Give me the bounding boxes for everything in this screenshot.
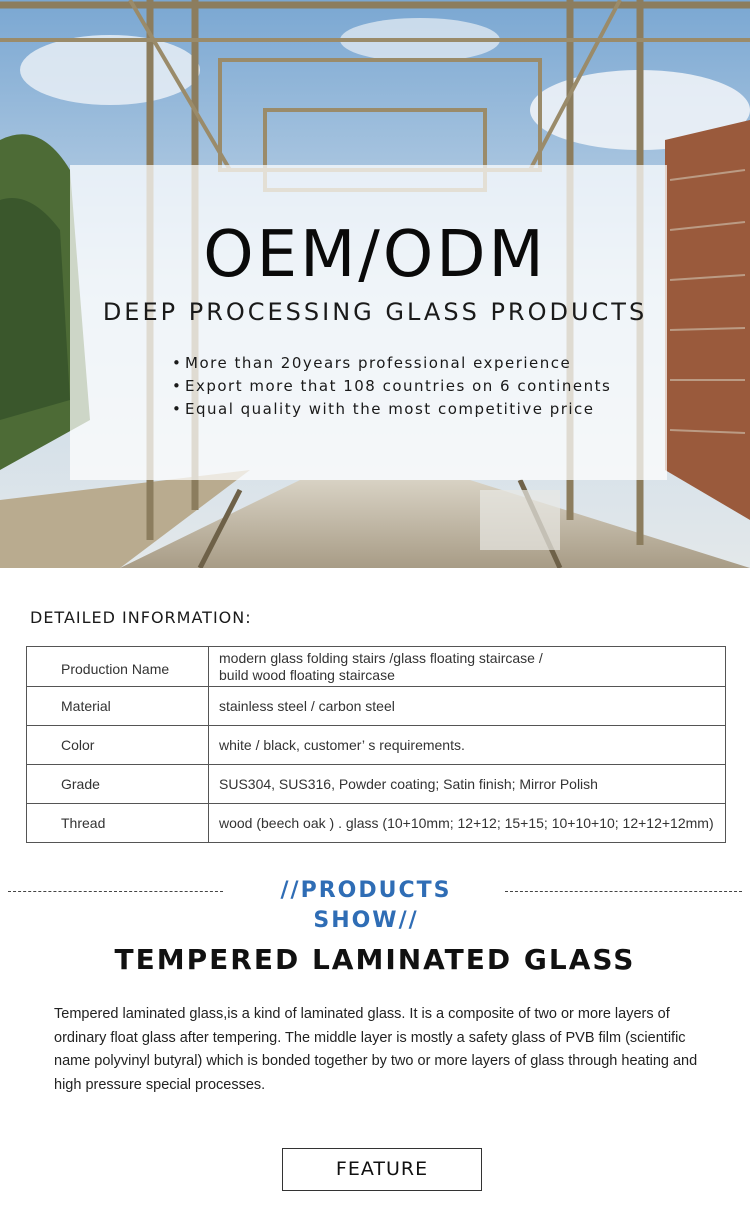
spec-label: Color	[27, 726, 209, 765]
spec-value-line: build wood floating staircase	[219, 666, 395, 683]
product-description: Tempered laminated glass,is a kind of laminated glass. It is a composite of two or more layers of ordinary float glass after tempering. The middle layer is mostly a safety glass of PVB film (scientific name polyvinyl butyral) which is bonded together by two or more layers of glass through heating and high pressure special processes.	[54, 1006, 698, 1093]
spec-table	[26, 646, 726, 843]
spec-label: Grade	[27, 765, 209, 804]
bullet-dot-icon: •	[172, 354, 183, 372]
bullet-dot-icon: •	[172, 377, 183, 395]
spec-label: Thread	[27, 804, 209, 843]
products-show-title: //PRODUCTS SHOW//	[280, 878, 452, 933]
table-row	[27, 804, 726, 843]
feature-heading-box: FEATURE	[282, 1148, 482, 1191]
bullet-dot-icon: •	[172, 400, 183, 418]
table-row	[27, 687, 726, 726]
hero-bullet-text: More than 20years professional experience	[185, 354, 572, 372]
hero-title: OEM/ODM	[203, 218, 547, 292]
dashed-divider-right	[505, 891, 742, 892]
products-show-divider	[8, 876, 742, 933]
spec-label: Production Name	[27, 647, 209, 687]
spec-value: white / black, customer’ s requirements.	[209, 726, 726, 765]
table-row	[27, 647, 726, 687]
table-row	[27, 726, 726, 765]
hero-bullet-list	[172, 352, 611, 421]
product-title: TEMPERED LAMINATED GLASS	[114, 943, 636, 976]
hero-bullet-text: Export more that 108 countries on 6 continents	[185, 377, 612, 395]
spec-value: wood (beech oak ) . glass (10+10mm; 12+12; 15+15; 10+10+10; 12+12+12mm)	[209, 804, 726, 843]
hero-bullet-text: Equal quality with the most competitive price	[185, 400, 595, 418]
detailed-information-heading: DETAILED INFORMATION:	[30, 608, 252, 627]
spec-value	[209, 647, 726, 687]
table-row	[27, 765, 726, 804]
dashed-divider-left	[8, 891, 223, 892]
spec-value: SUS304, SUS316, Powder coating; Satin finish; Mirror Polish	[209, 765, 726, 804]
spec-label: Material	[27, 687, 209, 726]
hero-bullet-item	[172, 398, 611, 421]
hero-banner	[0, 0, 750, 568]
hero-subtitle: DEEP PROCESSING GLASS PRODUCTS	[102, 298, 648, 326]
hero-bullet-item	[172, 375, 611, 398]
spec-value: stainless steel / carbon steel	[209, 687, 726, 726]
spec-value-line: modern glass folding stairs /glass floating staircase /	[219, 649, 543, 666]
hero-bullet-item	[172, 352, 611, 375]
